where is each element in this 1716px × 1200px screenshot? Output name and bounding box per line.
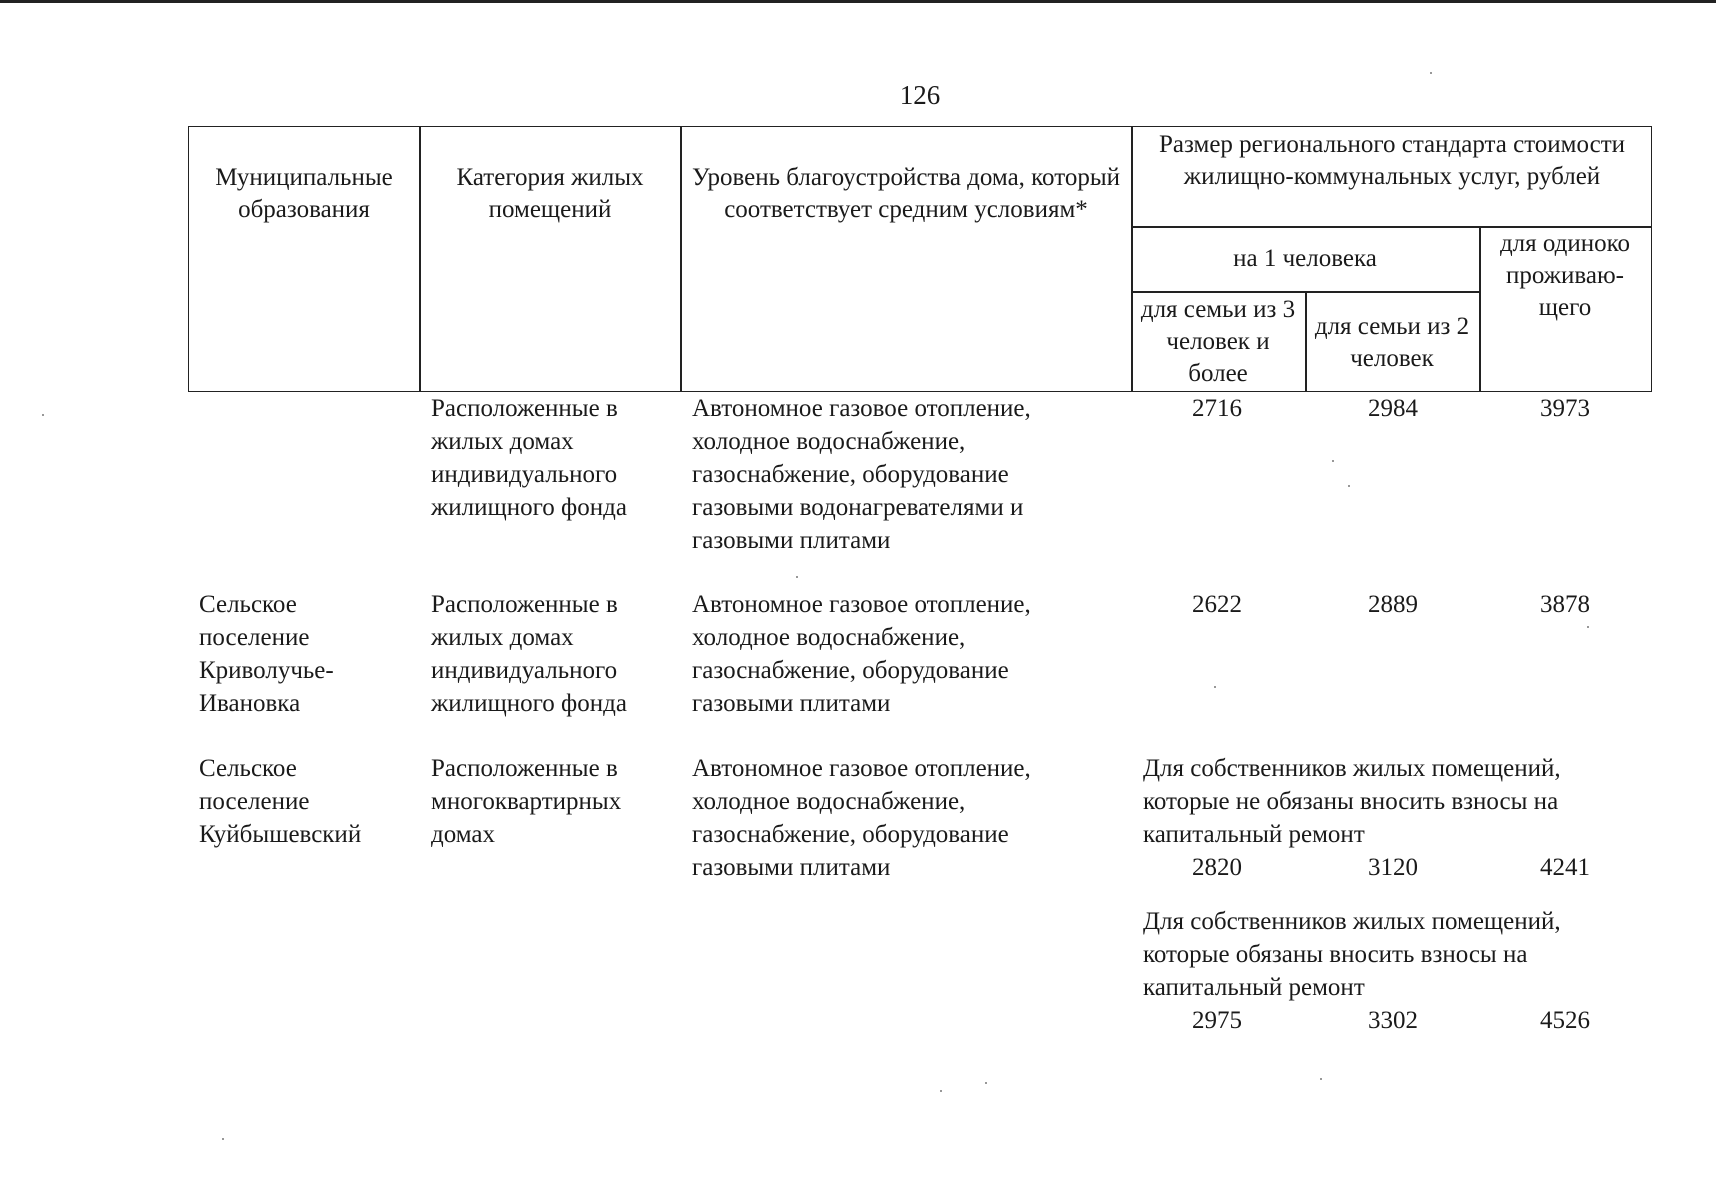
scan-speck — [1430, 72, 1432, 74]
header-level: Уровень благоустройства дома, который соответствует средним условиям* — [692, 164, 1120, 223]
scan-speck — [222, 1138, 224, 1140]
row3-note1-single-value: 4241 — [1540, 854, 1590, 881]
row1-category: Расположенные в жилых домах индивидуального жилищного фонда — [431, 395, 627, 521]
header-category: Категория жилых помещений — [456, 164, 644, 223]
header-family3: для семьи из 3 человек и более — [1140, 296, 1296, 387]
scan-speck — [1320, 1078, 1322, 1080]
scan-speck — [1348, 485, 1350, 487]
row2-single-value: 3878 — [1540, 591, 1590, 618]
row3-note2-text: Для собственников жилых помещений, которые обязаны вносить взносы на капитальный ремонт — [1143, 908, 1561, 1001]
header-per-person: на 1 человека — [1233, 245, 1377, 272]
row2-family2-value: 2889 — [1368, 591, 1418, 618]
row3-note1-family3-value: 2820 — [1192, 854, 1242, 881]
header-standard: Размер регионального стандарта стоимости жилищно-коммунальных услуг, рублей — [1158, 131, 1626, 190]
header-family2: для семьи из 2 человек — [1314, 313, 1470, 372]
header-divider — [1305, 291, 1307, 392]
row3-note2-family3-value: 2975 — [1192, 1007, 1242, 1034]
scan-speck — [1214, 686, 1216, 688]
row3-level: Автономное газовое отопление, холодное водоснабжение, газоснабжение, оборудование газовыми плитами — [692, 755, 1031, 881]
header-single: для одиноко проживаю-щего — [1499, 230, 1631, 321]
row3-note2-family2-value: 3302 — [1368, 1007, 1418, 1034]
row3-note2-single-value: 4526 — [1540, 1007, 1590, 1034]
scan-speck — [1332, 460, 1334, 462]
row3-municipal: Сельское поселение Куйбышевский — [199, 755, 362, 848]
row3-note1-text: Для собственников жилых помещений, которые не обязаны вносить взносы на капитальный ремонт — [1143, 755, 1561, 848]
row3-category: Расположенные в многоквартирных домах — [431, 755, 622, 848]
row3-note1-family2-value: 3120 — [1368, 854, 1418, 881]
scan-speck — [796, 576, 798, 578]
row1-family2-value: 2984 — [1368, 395, 1418, 422]
header-municipal: Муниципальные образования — [215, 164, 393, 223]
row1-family3-value: 2716 — [1192, 395, 1242, 422]
row2-category: Расположенные в жилых домах индивидуального жилищного фонда — [431, 591, 627, 717]
scan-speck — [985, 1082, 987, 1084]
row2-municipal: Сельское поселение Криволучье- Ивановка — [199, 591, 334, 717]
row1-level: Автономное газовое отопление, холодное водоснабжение, газоснабжение, оборудование газовыми водонагревателями и газовыми плитами — [692, 395, 1031, 554]
header-divider — [419, 126, 421, 392]
header-divider — [1131, 126, 1133, 392]
header-divider — [680, 126, 682, 392]
page-number: 126 — [899, 80, 941, 110]
scan-speck — [940, 1090, 942, 1092]
row2-level: Автономное газовое отопление, холодное водоснабжение, газоснабжение, оборудование газовыми плитами — [692, 591, 1031, 717]
row2-family3-value: 2622 — [1192, 591, 1242, 618]
row1-single-value: 3973 — [1540, 395, 1590, 422]
header-divider — [1479, 226, 1481, 392]
scan-speck — [1587, 626, 1589, 628]
scan-speck — [42, 414, 44, 416]
top-border-line — [0, 0, 1716, 3]
